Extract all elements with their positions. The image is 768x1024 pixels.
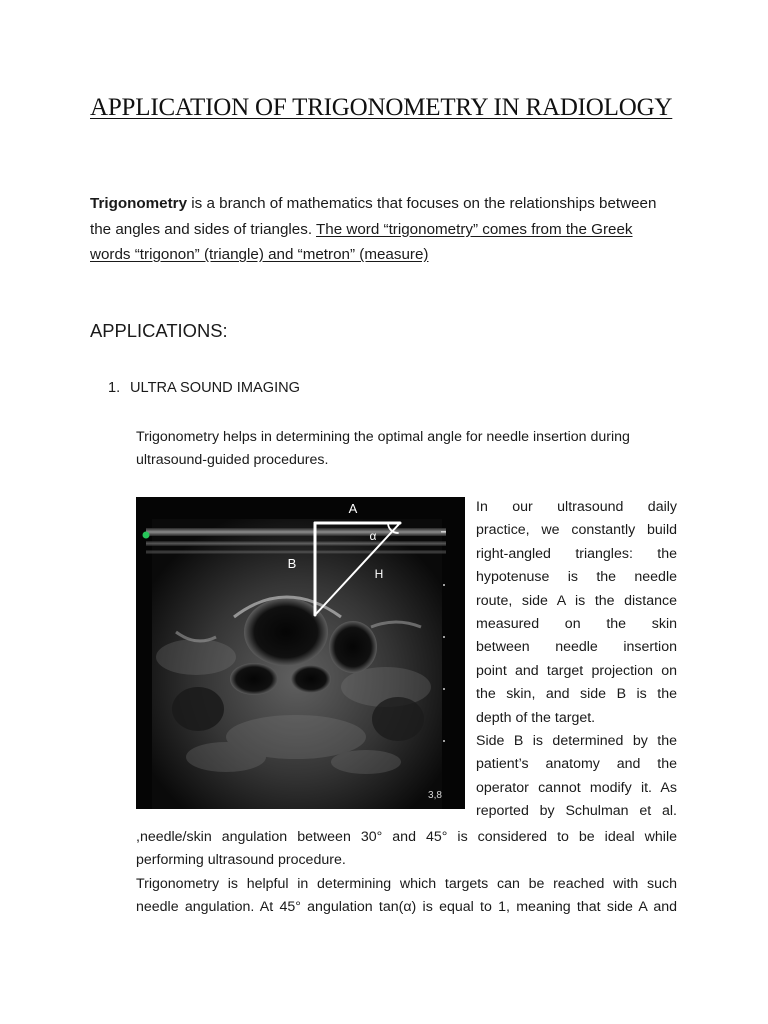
bottom-line: needle angulation. At 45° angulation tan(α) is equal to 1, meaning that side A and <box>136 899 677 916</box>
side-line: point and target projection on <box>476 662 677 679</box>
side-line: operator cannot modify it. As <box>476 779 677 796</box>
side-line: Side B is determined by the <box>476 733 677 750</box>
angle-alpha-label: α <box>369 529 377 543</box>
ultrasound-intro-paragraph: Trigonometry helps in determining the optimal angle for needle insertion during ultrasound-guided procedures. <box>136 429 630 469</box>
side-line: depth of the target. <box>476 709 596 726</box>
triangle-side-b-label: B <box>287 556 297 571</box>
bottom-line: ,needle/skin angulation between 30° and 45° is considered to be ideal while <box>136 829 677 845</box>
intro-etymology: The word “trigonometry” comes from the Greek words “trigonon” (triangle) and “metron” (measure) <box>90 220 633 263</box>
side-line: In our ultrasound daily <box>476 499 677 515</box>
side-line: route, side A is the distance <box>476 592 677 609</box>
intro-term: Trigonometry <box>90 195 188 212</box>
side-line: patient’s anatomy and the <box>476 756 677 773</box>
applications-heading: APPLICATIONS: <box>90 320 228 341</box>
bottom-line: Trigonometry is helpful in determining which targets can be reached with such <box>136 875 677 892</box>
depth-value-label: 3,8 <box>428 790 442 801</box>
hypotenuse-h-label: H <box>374 567 384 581</box>
bottom-line: performing ultrasound procedure. <box>136 852 346 869</box>
intro-text: is a branch of mathematics that focuses on the relationships between the angles and sides of triangles. <box>90 195 657 238</box>
side-line: measured on the skin <box>476 616 677 633</box>
side-line: reported by Schulman et al. <box>476 803 677 820</box>
intro-paragraph <box>90 191 676 268</box>
triangle-side-a-label: A <box>348 501 358 516</box>
bottom-paragraph <box>136 826 677 920</box>
ultrasound-image <box>136 497 465 809</box>
side-line: practice, we constantly build <box>476 522 677 539</box>
side-line: right-angled triangles: the <box>476 545 677 562</box>
side-line: between needle insertion <box>476 639 677 656</box>
list-item-label: ULTRA SOUND IMAGING <box>130 380 301 396</box>
page-title: APPLICATION OF TRIGONOMETRY IN RADIOLOGY <box>90 94 673 121</box>
list-item <box>108 380 300 396</box>
list-item-number: 1. <box>108 380 121 396</box>
side-line: the skin, and side B is the <box>476 686 677 703</box>
side-paragraph <box>476 496 677 824</box>
side-line: hypotenuse is the needle <box>476 569 677 586</box>
